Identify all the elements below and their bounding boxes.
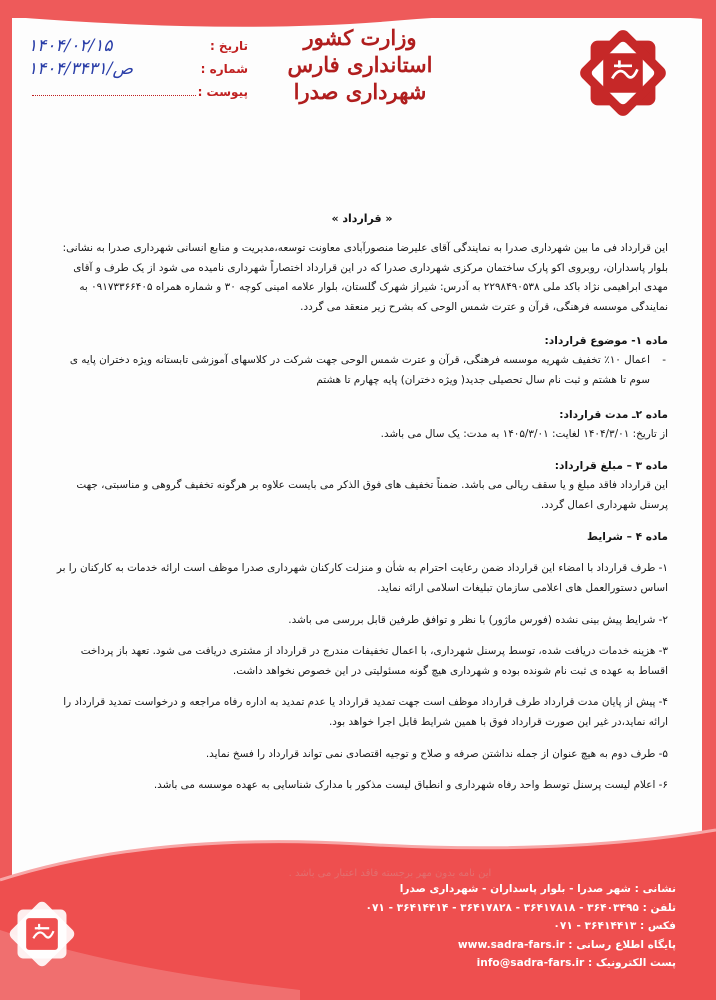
section-1-heading: ماده ۱- موضوع قرارداد: [544,335,668,348]
attachment-label: پیوست : [197,84,248,99]
footer-address: نشانی : شهر صدرا - بلوار پاسداران - شهرداری صدرا [399,883,676,895]
attachment-dots [32,87,196,96]
fax-label: فکس : [640,920,676,933]
attachment-row [28,80,248,103]
intro-paragraph: این قرارداد فی ما بین شهرداری صدرا به نمایندگی آقای علیرضا منصورآبادی معاونت توسعه،مدیریت و منابع انسانی شهرداری صدرا به نشانی: بلوار پاسداران، روبروی اکو پارک ساختمان مرکزی شهرداری صدرا که در این قرارداد اختصاراً شهرداری نامیده می شود از یک طرف و آقای مهدی ابراهیمی نژاد باکد ملی ۲۲۹۸۴۹۰۵۳۸ به آدرس: شیراز شهرک گلستان، بلوار علامه امینی کوچه ۳۰ و شماره همراه ۰۹۱۷۳۳۶۶۴۰۵ به نمایندگی موسسه فرهنگی، قرآن و عترت شمس الوحی که بشرح زیر منعقد می گردد. [62,242,668,313]
condition-1: ۱- طرف قرارداد با امضاء این قرارداد ضمن رعایت احترام به شأن و منزلت کارکنان شهرداری صدرا موظف است ارائه خدمات به کارکنان را بر اساس دستورالعمل های اعلامی سازمان تبلیغات اسلامی ارائه نماید. [56,562,668,594]
condition-2: ۲- شرایط پیش بینی نشده (فورس ماژور) با نظر و توافق طرفین قابل بررسی می باشد. [288,613,668,626]
date-row [28,34,248,57]
email-label: پست الکترونیک : [587,957,676,970]
date-label: تاریخ : [209,38,248,53]
section-1-text: اعمال ۱۰٪ تخفیف شهریه موسسه فرهنگی، قرآن و عترت شمس الوحی جهت شرکت در کلاسهای آموزشی تابستانه ویژه دختران پایه ی سوم تا هشتم و ثبت نام سال تحصیلی جدید( ویژه دختران) پایه چهارم تا هشتم [69,354,650,386]
section-1-item [56,351,668,390]
condition-4: ۴- پیش از پایان مدت قرارداد طرف قرارداد موظف است جهت تمدید قرارداد یا عدم تمدید به اداره رفاه مراجعه و درخواست تمدید قرارداد را ارائه نماید،در غیر این صورت قرارداد فوق با همین شرایط قابل اجرا خواهد بود. [63,696,668,728]
footer-website [380,936,676,955]
section-3-heading: ماده ۳ – مبلغ قرارداد: [554,460,668,473]
bullet-dash: - [662,354,666,367]
date-value: ۱۴۰۴/۰۲/۱۵ [28,35,113,56]
number-row [28,57,248,80]
section-2-heading: ماده ۲ـ مدت قرارداد: [559,408,668,421]
condition-3: ۳- هزینه خدمات دریافت شده، توسط پرسنل شهرداری، با اعمال تخفیفات مندرج در قرارداد از مشتری دریافت می شود. تعهد باز پرداخت اقساط به عهده ی ثبت نام شونده بوده و شهرداری هیچ گونه مسئولیتی در این خصوص نخواهد داشت. [80,645,668,677]
title-line-1: وزارت کشور [303,25,417,50]
footer-logo [6,898,78,970]
email-link[interactable]: info@sadra-fars.ir [476,957,585,970]
municipality-logo [578,28,668,118]
footer-phone [365,899,676,918]
footer-contact [365,880,676,973]
condition-6: ۶- اعلام لیست پرسنل توسط واحد رفاه شهرداری و انطباق لیست مذکور با مدارک شناسایی به عهده موسسه می باشد. [153,779,668,792]
validity-notice: این نامه بدون مهر برجسته فاقد اعتبار می باشد . [288,868,492,879]
phone-value: ۰۷۱ - ۳۶۴۱۴۴۱۴ - ۳۶۴۱۷۸۲۸ - ۳۶۴۱۷۸۱۸ - ۳۶۴۰۳۴۹۵ [365,901,639,914]
ministry-title [260,24,460,105]
fax-value: ۰۷۱ - ۳۶۴۱۴۴۱۳ [553,920,637,933]
footer-email [380,954,676,973]
number-label: شماره : [200,61,248,76]
section-3-text: این قرارداد فاقد مبلغ و یا سقف ریالی می باشد. ضمناً تخفیف های فوق الذکر می بایست علاوه بر هرگونه تخفیف گروهی و مناسبتی، جهت پرسنل شهرداری اعمال گردد. [76,479,668,511]
contract-heading: « قرارداد » [331,212,393,225]
condition-5: ۵- طرف دوم به هیچ عنوان از جمله نداشتن صرفه و صلاح و توجیه اقتصادی نمی تواند قرارداد را فسخ نماید. [205,747,668,760]
section-2-text: از تاریخ: ۱۴۰۴/۳/۰۱ لغایت: ۱۴۰۵/۳/۰۱ به مدت: یک سال می باشد. [380,427,668,440]
title-line-2: استانداری فارس [287,52,433,77]
number-value: ۱۴۰۴/۳۴۳۱/ص [28,58,134,79]
footer-fax [380,917,676,936]
contract-body [56,212,668,796]
phone-label: تلفن : [642,901,676,914]
title-line-3: شهرداری صدرا [293,79,427,104]
website-label: پایگاه اطلاع رسانی : [568,938,676,951]
letter-metadata [28,34,248,103]
section-4-heading: ماده ۴ – شرایط [586,531,668,544]
website-link[interactable]: www.sadra-fars.ir [457,938,565,951]
